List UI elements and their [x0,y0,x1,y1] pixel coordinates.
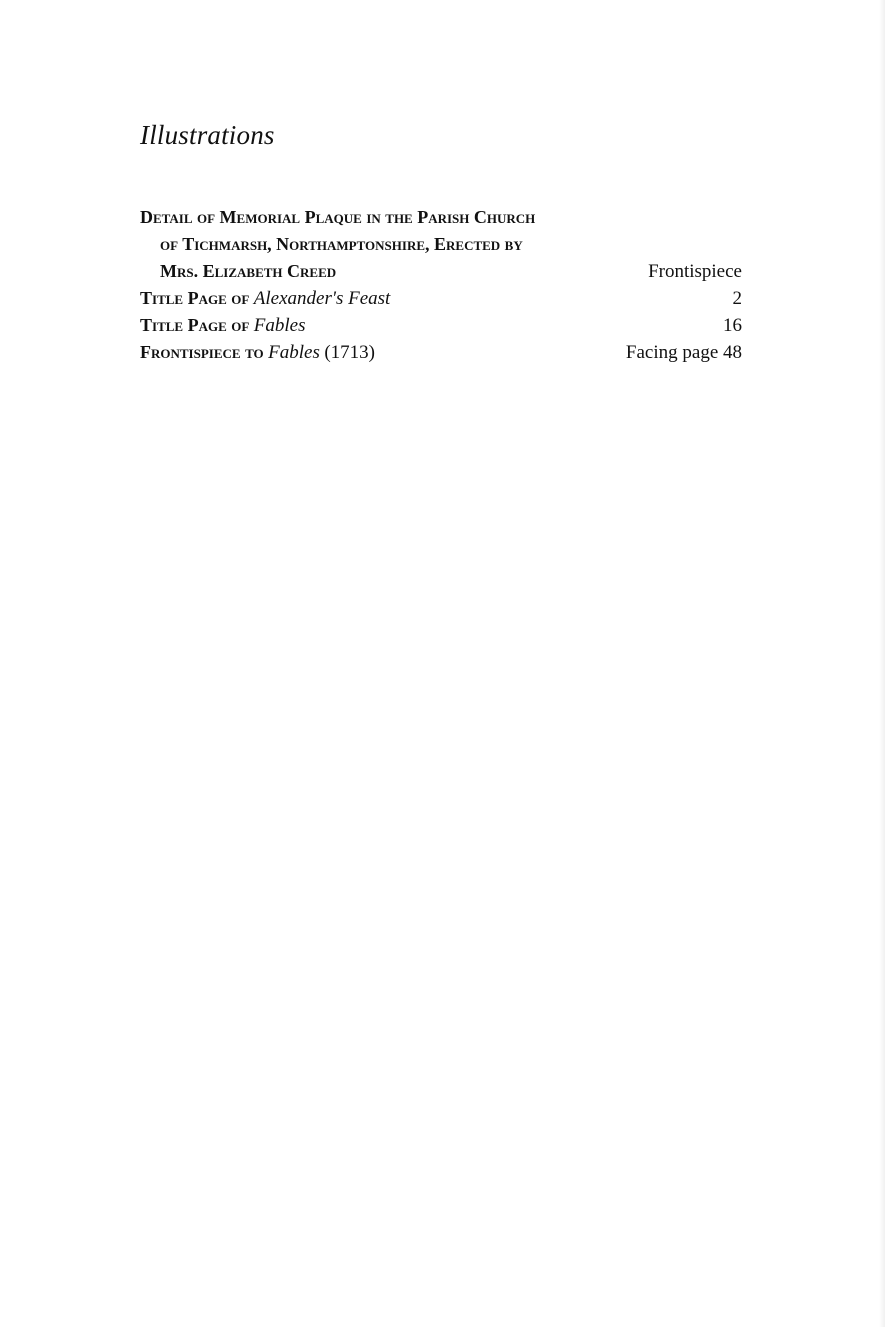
page-edge-shadow [879,0,885,1327]
entry-caption-italic-title: Fables [268,342,320,363]
list-item [140,312,742,339]
list-item [140,285,742,312]
page-reference: Facing page 48 [625,342,742,363]
page-reference: 16 [723,315,742,336]
entry-caption [140,312,742,339]
entry-caption-prefix: Frontispiece to [140,342,264,362]
entry-caption-prefix: Title Page of [140,315,250,335]
page-reference: Frontispiece [648,261,742,282]
page-reference: 2 [732,288,742,309]
list-item [140,339,742,366]
entry-caption-suffix: (1713) [324,342,375,363]
illustrations-list [140,204,742,366]
page-title: Illustrations [140,120,275,150]
entry-caption-prefix: Title Page of [140,288,250,308]
entry-caption-line: Mrs. Elizabeth Creed [160,261,337,281]
entry-caption-line: of Tichmarsh, Northamptonshire, Erected by [160,234,523,254]
entry-caption [140,285,742,312]
list-item [140,204,742,285]
entry-caption-italic-title: Alexander's Feast [253,288,391,309]
entry-caption-italic-title: Fables [253,315,306,336]
entry-caption-line: Detail of Memorial Plaque in the Parish Church [140,207,536,227]
